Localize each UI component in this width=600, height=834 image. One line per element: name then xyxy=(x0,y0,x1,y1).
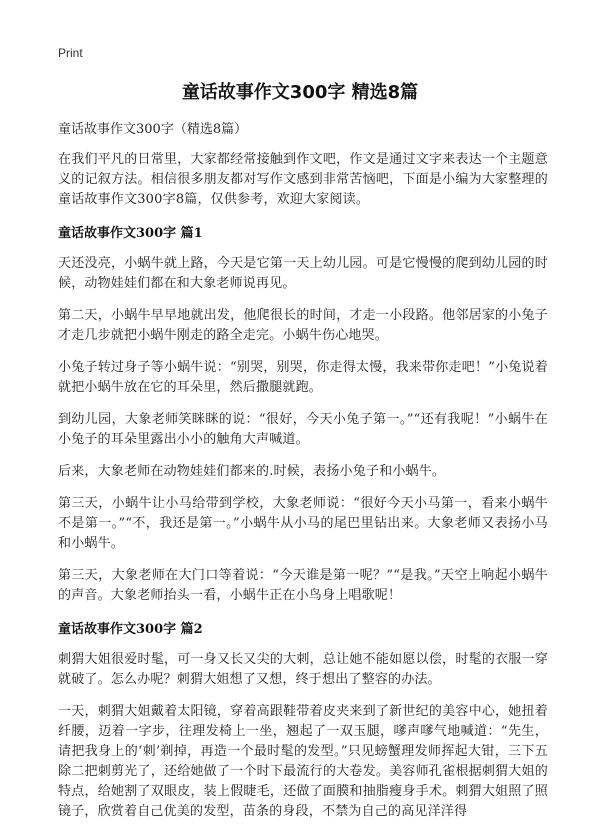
page-title: 童话故事作文300字 精选8篇 xyxy=(181,82,419,103)
section-1 xyxy=(58,224,548,606)
paragraph: 到幼儿园，大象老师笑眯眯的说：“很好，今天小兔子第一。”“还有我呢！”小蜗牛在小兔子的耳朵里露出小小的触角大声喊道。 xyxy=(58,412,548,447)
paragraph: 第三天，大象老师在大门口等着说：“今天谁是第一呢？”“是我。”天空上响起小蜗牛的声音。大象老师抬头一看，小蜗牛正在小鸟身上唱歌呢！ xyxy=(58,568,548,603)
paragraph: 第三天，小蜗牛让小马给带到学校，大象老师说：“很好今天小马第一，看来小蜗牛不是第一。”“不，我还是第一。”小蜗牛从小马的尾巴里钻出来。大象老师又表扬小马和小蜗牛。 xyxy=(58,496,548,551)
article-subtitle: 童话故事作文300字（精选8篇） xyxy=(58,122,248,137)
article-body xyxy=(58,120,548,834)
paragraph: 刺猬大姐很爱时髦，可一身又长又尖的大刺，总让她不能如愿以偿，时髦的衣服一穿就破了。怎么办呢？刺猬大姐想了又想，终于想出了整容的办法。 xyxy=(58,652,548,687)
section-heading: 童话故事作文300字 篇2 xyxy=(58,622,203,637)
print-link[interactable]: Print xyxy=(58,46,83,60)
paragraph: 小兔子转过身子等小蜗牛说：“别哭，别哭，你走得太慢，我来带你走吧！”小兔说着就把小蜗牛放在它的耳朵里，然后撒腿就跑。 xyxy=(58,360,548,395)
paragraph: 第二天，小蜗牛早早地就出发，他爬很长的时间，才走一小段路。他邻居家的小兔子才走几步就把小蜗牛刚走的路全走完。小蜗牛伤心地哭。 xyxy=(58,308,548,343)
section-heading: 童话故事作文300字 篇1 xyxy=(58,226,203,241)
paragraph: 一天，刺猬大姐戴着太阳镜，穿着高跟鞋带着皮夹来到了新世纪的美容中心，她扭着纤腰，迈着一字步，往理发椅上一坐，翘起了一双玉腿，嗲声嗲气地喊道：“先生，请把我身上的‘刺’剃掉，再造一个最时髦的发型。”只见螃蟹理发师挥起大钳，三下五除二把刺剪光了，还给她做了一个时下最流行的大卷发。美容师孔雀根据刺猬大姐的特点，给她割了双眼皮，装上假睫毛，还做了面膜和抽脂瘦身手术。刺猬大姐照了照镜子，欣赏着自己优美的发型，苗条的身段，不禁为自己的高见洋洋得 xyxy=(58,704,548,819)
section-2 xyxy=(58,620,548,822)
paragraph: 后来，大象老师在动物娃娃们都来的.时候，表扬小兔子和小蜗牛。 xyxy=(58,464,446,479)
intro-paragraph: 在我们平凡的日常里，大家都经常接触到作文吧，作文是通过文字来表达一个主题意义的记叙方法。相信很多朋友都对写作文感到非常苦恼吧，下面是小编为大家整理的童话故事作文300字8篇，仅供参考，欢迎大家阅读。 xyxy=(58,152,548,207)
paragraph: 天还没亮，小蜗牛就上路，今天是它第一天上幼儿园。可是它慢慢的爬到幼儿园的时候，动物娃娃们都在和大象老师说再见。 xyxy=(58,256,548,291)
